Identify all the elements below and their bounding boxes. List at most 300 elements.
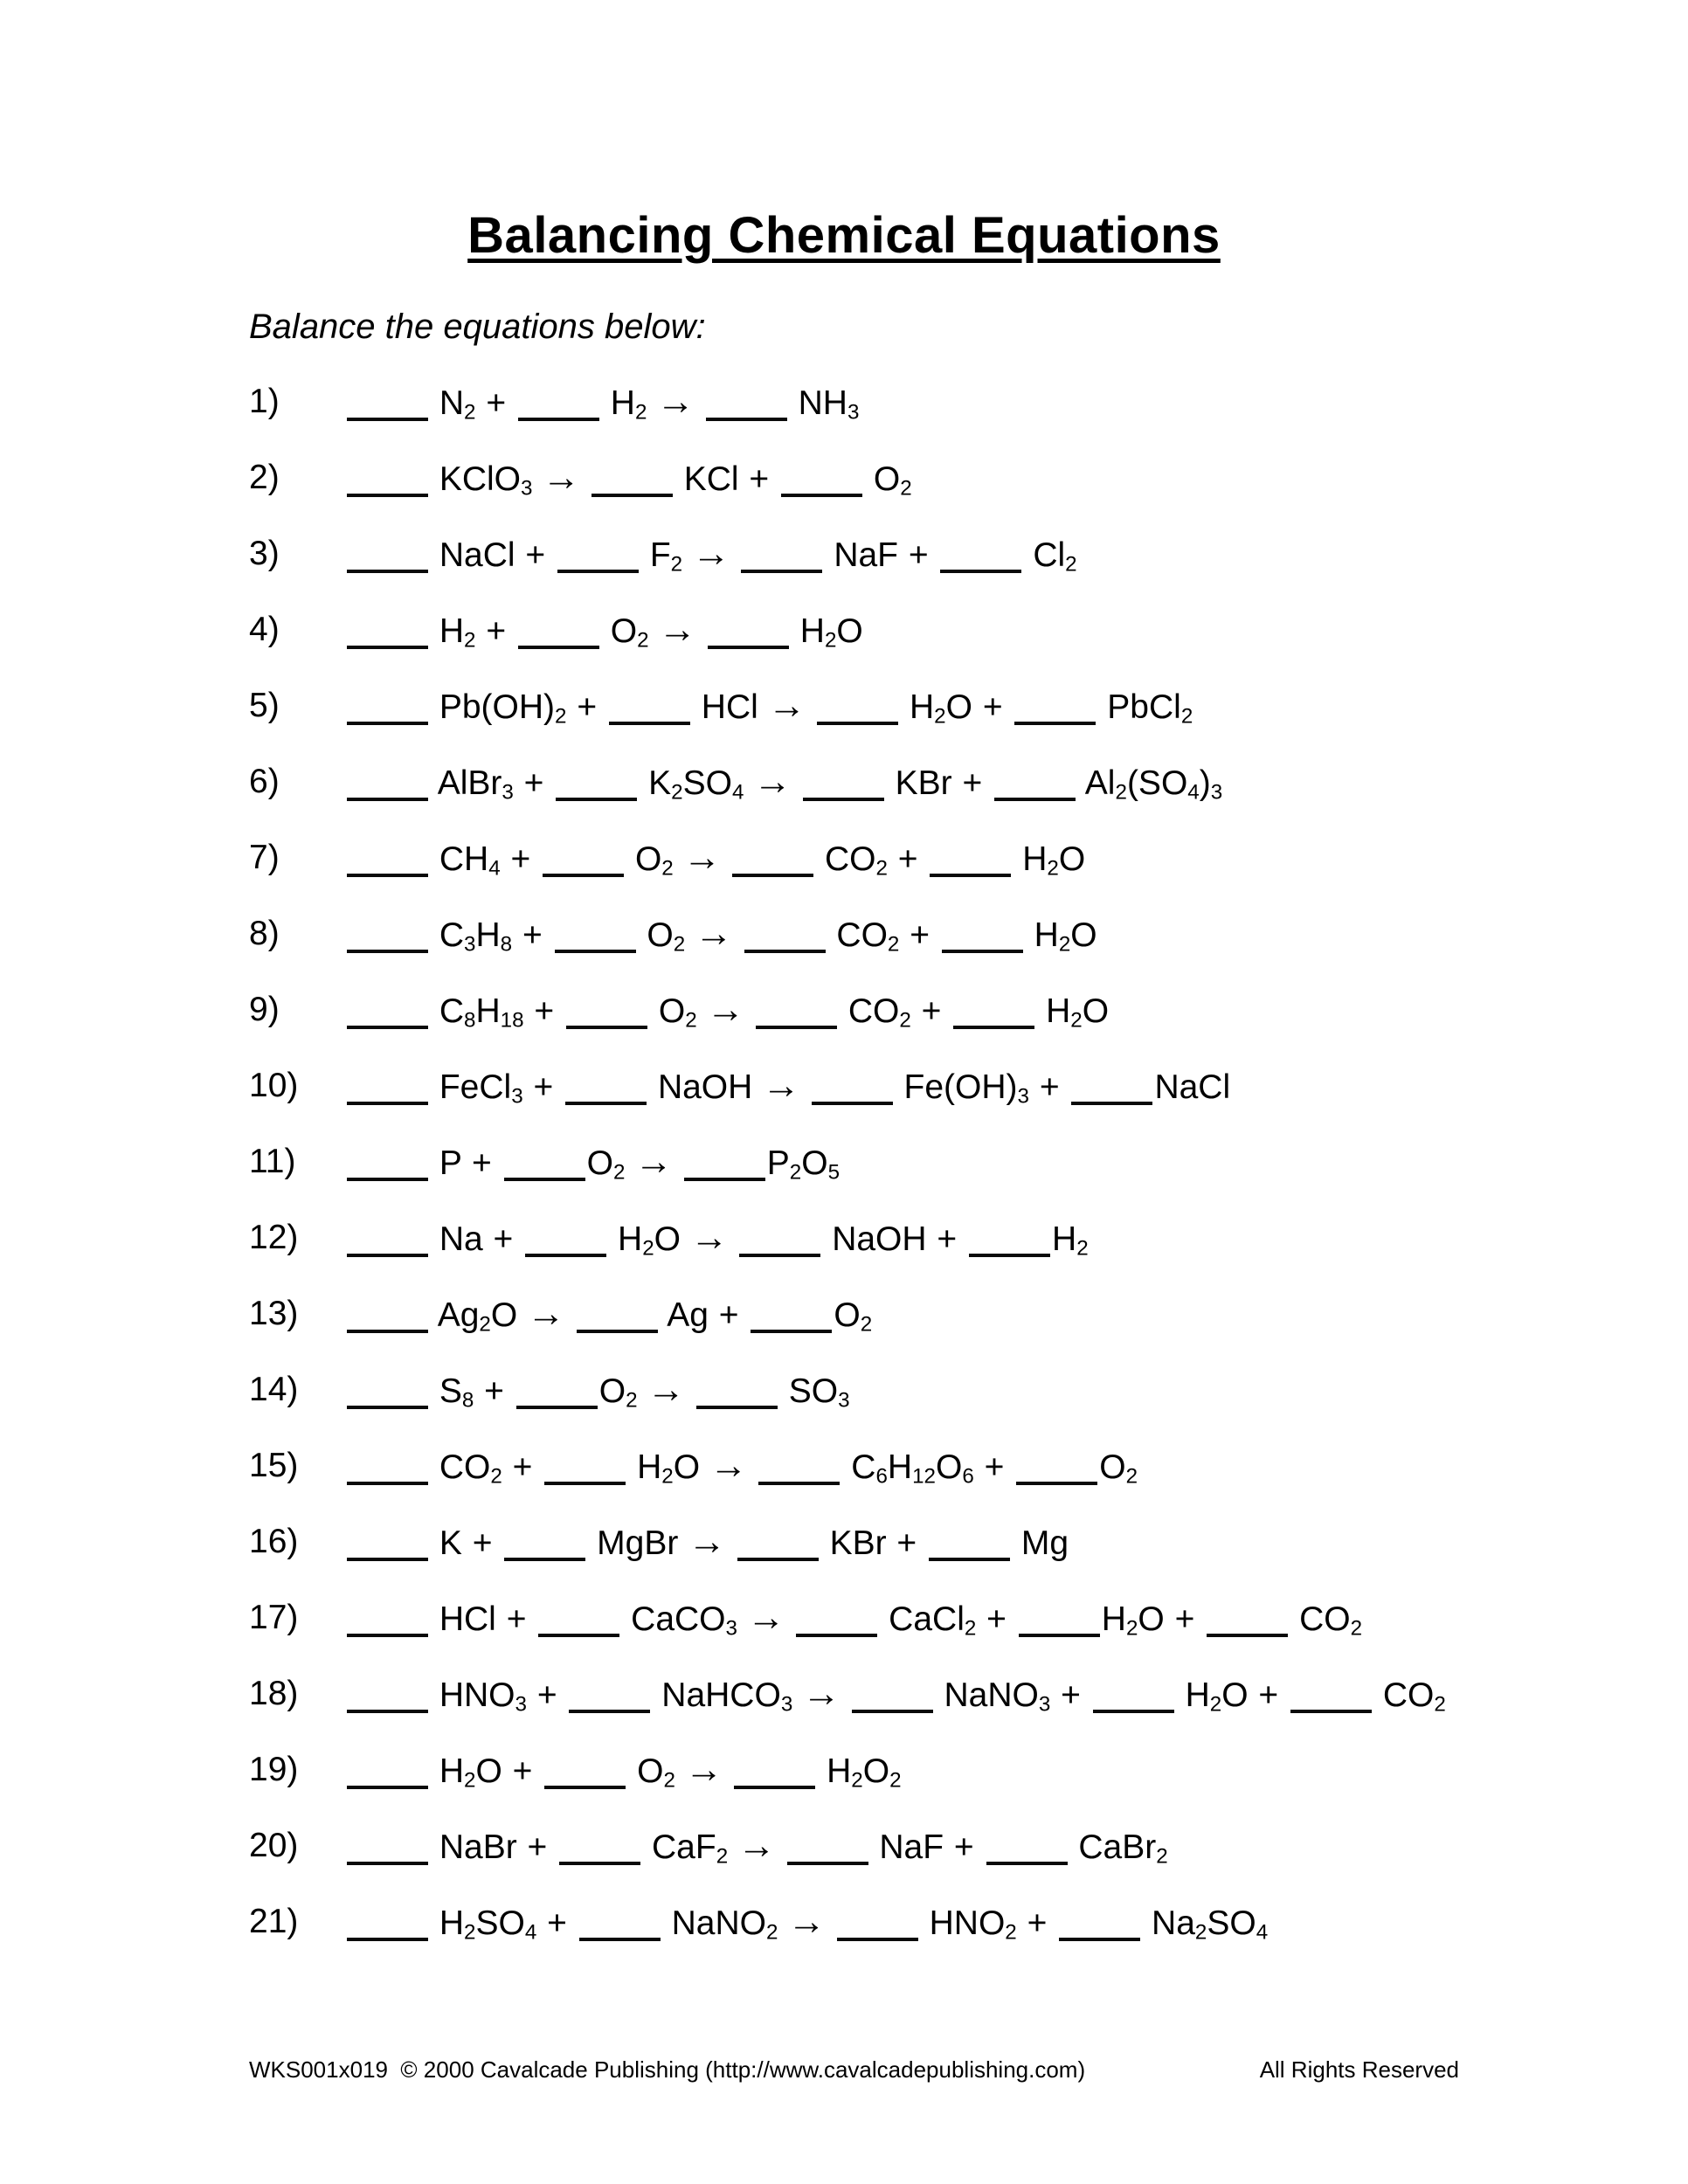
yields-arrow-icon: → xyxy=(658,607,697,651)
coefficient-blank[interactable] xyxy=(556,798,637,801)
yields-arrow-icon: → xyxy=(802,1671,841,1715)
equation-content xyxy=(345,988,1109,1032)
formula-subscript: 2 xyxy=(671,779,683,804)
formula-subscript: 2 xyxy=(673,931,686,956)
plus-operator: + xyxy=(982,688,1003,726)
coefficient-blank[interactable] xyxy=(347,950,428,953)
chemical-formula: $H_2O$ xyxy=(910,688,972,728)
formula-subscript: 4 xyxy=(731,779,744,804)
formula-subscript: 3 xyxy=(502,779,514,804)
formula-subscript: 2 xyxy=(1209,1691,1222,1716)
coefficient-blank[interactable] xyxy=(744,950,826,953)
formula-subscript: 8 xyxy=(464,1007,476,1032)
equation-number: 13) xyxy=(249,1294,299,1332)
formula-subscript: 8 xyxy=(500,931,513,956)
yields-arrow-icon: → xyxy=(787,1899,826,1943)
chemical-formula: $N_2$ xyxy=(439,384,476,424)
coefficient-blank[interactable] xyxy=(781,494,862,497)
plus-operator: + xyxy=(953,1828,974,1866)
chemical-formula: $C_3H_8$ xyxy=(439,916,513,956)
plus-operator: + xyxy=(897,840,918,878)
equation-row xyxy=(249,1731,1636,1807)
formula-subscript: 4 xyxy=(1256,1919,1269,1944)
chemical-formula: HCl xyxy=(439,1600,496,1638)
equation-number: 2) xyxy=(249,458,280,496)
chemical-formula: $Na_2SO_4$ xyxy=(1152,1904,1269,1944)
coefficient-blank[interactable] xyxy=(930,874,1011,877)
chemical-formula: $H_2O$ xyxy=(439,1752,502,1792)
equation-content xyxy=(345,380,859,424)
yields-arrow-icon: → xyxy=(737,1823,776,1867)
formula-subscript: 2 xyxy=(490,1463,502,1488)
coefficient-blank[interactable] xyxy=(1019,1634,1100,1637)
equation-content xyxy=(345,1824,1168,1868)
formula-subscript: 2 xyxy=(685,1007,697,1032)
chemical-formula: $C_8H_{18}$ xyxy=(439,992,524,1032)
coefficient-blank[interactable] xyxy=(569,1710,650,1713)
equation-row xyxy=(249,1807,1636,1883)
equation-row xyxy=(249,743,1636,819)
equation-number: 16) xyxy=(249,1522,299,1560)
formula-subscript: 3 xyxy=(515,1691,527,1716)
chemical-formula: CaCO$_3$ xyxy=(631,1600,737,1640)
chemical-formula: $CO_2$ xyxy=(439,1448,502,1488)
chemical-formula: $H_2$ xyxy=(439,612,476,652)
chemical-formula: NaCl xyxy=(1154,1068,1231,1106)
equation-row xyxy=(249,515,1636,591)
equation-number: 1) xyxy=(249,382,280,420)
plus-operator: + xyxy=(896,1524,917,1562)
coefficient-blank[interactable] xyxy=(518,418,599,421)
formula-subscript: 2 xyxy=(626,1387,638,1412)
coefficient-blank[interactable] xyxy=(525,1254,606,1257)
equation-content xyxy=(345,1368,850,1412)
chemical-formula: Ag xyxy=(667,1296,709,1334)
chemical-formula: CaBr$_2$ xyxy=(1078,1828,1168,1868)
equation-number: 3) xyxy=(249,534,280,572)
chemical-formula: Na xyxy=(439,1220,483,1258)
coefficient-blank[interactable] xyxy=(758,1482,840,1485)
plus-operator: + xyxy=(510,840,531,878)
equation-row xyxy=(249,1579,1636,1655)
coefficient-blank[interactable] xyxy=(347,1406,428,1409)
coefficient-blank[interactable] xyxy=(347,1938,428,1941)
formula-subscript: 3 xyxy=(464,931,476,956)
coefficient-blank[interactable] xyxy=(579,1938,661,1941)
chemical-formula: Mg xyxy=(1020,1524,1069,1562)
plus-operator: + xyxy=(577,688,598,726)
coefficient-blank[interactable] xyxy=(942,950,1023,953)
formula-subscript: 2 xyxy=(1350,1615,1363,1640)
plus-operator: + xyxy=(984,1448,1005,1486)
formula-subscript: 2 xyxy=(934,703,946,728)
yields-arrow-icon: → xyxy=(767,683,806,727)
yields-arrow-icon: → xyxy=(647,1367,686,1411)
chemical-formula: $Al_2(SO_4)_3$ xyxy=(1084,764,1223,804)
chemical-formula: $H_2$ xyxy=(1052,1220,1089,1260)
coefficient-blank[interactable] xyxy=(1071,1102,1152,1105)
chemical-formula: $H_2SO_4$ xyxy=(439,1904,537,1944)
formula-subscript: 2 xyxy=(464,1767,476,1792)
equation-row xyxy=(249,1503,1636,1579)
equation-row xyxy=(249,1427,1636,1503)
plus-operator: + xyxy=(522,916,543,954)
chemical-formula: $CO_2$ xyxy=(824,840,888,880)
equation-content xyxy=(345,1216,1089,1260)
chemical-formula: $O_2$ xyxy=(834,1296,873,1336)
coefficient-blank[interactable] xyxy=(347,570,428,573)
yields-arrow-icon: → xyxy=(634,1139,673,1183)
equation-number: 9) xyxy=(249,990,280,1028)
yields-arrow-icon: → xyxy=(746,1595,785,1639)
footer-rights-text: All Rights Reserved xyxy=(1259,2056,1459,2083)
equation-row xyxy=(249,439,1636,515)
equation-content xyxy=(345,684,1193,728)
plus-operator: + xyxy=(523,764,544,802)
formula-subscript: 2 xyxy=(1065,551,1077,576)
chemical-formula: FeCl$_3$ xyxy=(439,1068,523,1108)
coefficient-blank[interactable] xyxy=(347,1634,428,1637)
chemical-formula: $CO_2$ xyxy=(847,992,911,1032)
chemical-formula: KClO$_3$ xyxy=(439,460,533,500)
equation-row xyxy=(249,1351,1636,1427)
chemical-formula: $CO_2$ xyxy=(1382,1676,1446,1716)
formula-subscript: 2 xyxy=(1058,931,1071,956)
coefficient-blank[interactable] xyxy=(347,722,428,725)
formula-subscript: 3 xyxy=(838,1387,850,1412)
formula-subscript: 2 xyxy=(1125,1615,1138,1640)
coefficient-blank[interactable] xyxy=(347,494,428,497)
coefficient-blank[interactable] xyxy=(837,1938,918,1941)
coefficient-blank[interactable] xyxy=(969,1254,1050,1257)
formula-subscript: 2 xyxy=(612,1159,626,1184)
coefficient-blank[interactable] xyxy=(516,1406,598,1409)
page-title: Balancing Chemical Equations xyxy=(467,207,1221,264)
formula-subscript: 2 xyxy=(765,1919,778,1944)
coefficient-blank[interactable] xyxy=(1016,1482,1097,1485)
plus-operator: + xyxy=(718,1296,739,1334)
yields-arrow-icon: → xyxy=(689,1215,729,1259)
coefficient-blank[interactable] xyxy=(739,1254,820,1257)
equation-number: 21) xyxy=(249,1902,299,1940)
chemical-formula: NaOH xyxy=(832,1220,927,1258)
equations-list xyxy=(249,363,1636,1959)
plus-operator: + xyxy=(1258,1676,1279,1714)
chemical-formula: $NH_3$ xyxy=(798,384,860,424)
equation-number: 10) xyxy=(249,1066,299,1104)
chemical-formula: $O_2$ xyxy=(610,612,649,652)
formula-subscript: 2 xyxy=(900,475,912,500)
equation-number: 17) xyxy=(249,1598,299,1636)
chemical-formula: NaOH xyxy=(657,1068,753,1106)
coefficient-blank[interactable] xyxy=(609,722,690,725)
chemical-formula: $K_2SO_4$ xyxy=(648,764,744,804)
formula-subscript: 2 xyxy=(1434,1691,1446,1716)
equation-row xyxy=(249,895,1636,971)
plus-operator: + xyxy=(525,536,546,574)
chemical-formula: $F_2$ xyxy=(649,536,683,576)
equation-row xyxy=(249,591,1636,667)
plus-operator: + xyxy=(536,1676,557,1714)
equation-number: 19) xyxy=(249,1750,299,1788)
yields-arrow-icon: → xyxy=(709,1443,748,1487)
formula-subscript: 2 xyxy=(1180,703,1193,728)
equation-content xyxy=(345,1672,1446,1716)
chemical-formula: NaBr xyxy=(439,1828,517,1866)
equation-number: 20) xyxy=(249,1826,299,1864)
coefficient-blank[interactable] xyxy=(1059,1938,1140,1941)
equation-number: 11) xyxy=(249,1142,296,1180)
plus-operator: + xyxy=(533,1068,554,1106)
coefficient-blank[interactable] xyxy=(518,646,599,649)
coefficient-blank[interactable] xyxy=(347,798,428,801)
coefficient-blank[interactable] xyxy=(787,1862,868,1865)
yields-arrow-icon: → xyxy=(706,987,745,1031)
formula-subscript: 2 xyxy=(1156,1843,1168,1868)
chemical-formula: $H_2O$ xyxy=(1101,1600,1165,1640)
plus-operator: + xyxy=(527,1828,548,1866)
formula-subscript: 2 xyxy=(789,1159,802,1184)
coefficient-blank[interactable] xyxy=(347,1178,428,1181)
equation-number: 15) xyxy=(249,1446,299,1484)
plus-operator: + xyxy=(486,612,507,650)
coefficient-blank[interactable] xyxy=(696,1406,778,1409)
equation-content xyxy=(345,836,1085,880)
chemical-formula: P xyxy=(439,1144,462,1182)
plus-operator: + xyxy=(1061,1676,1081,1714)
coefficient-blank[interactable] xyxy=(591,494,673,497)
chemical-formula: $H_2O$ xyxy=(618,1220,681,1260)
yields-arrow-icon: → xyxy=(762,1063,800,1107)
coefficient-blank[interactable] xyxy=(504,1558,585,1561)
coefficient-blank[interactable] xyxy=(994,798,1076,801)
chemical-formula: $Ag_2O$ xyxy=(437,1296,518,1336)
equation-content xyxy=(345,1748,902,1792)
footer xyxy=(249,2058,1459,2081)
formula-subscript: 8 xyxy=(461,1387,474,1412)
coefficient-blank[interactable] xyxy=(347,1254,428,1257)
chemical-formula: NaNO$_2$ xyxy=(671,1904,778,1944)
coefficient-blank[interactable] xyxy=(953,1026,1034,1029)
coefficient-blank[interactable] xyxy=(559,1862,640,1865)
chemical-formula: $O_2$ xyxy=(637,1752,675,1792)
equation-row xyxy=(249,1655,1636,1731)
coefficient-blank[interactable] xyxy=(796,1634,877,1637)
chemical-formula: $Fe(OH)_3$ xyxy=(903,1068,1029,1108)
yields-arrow-icon: → xyxy=(542,455,580,499)
chemical-formula: $C_6H_{12}O_6$ xyxy=(851,1448,974,1488)
coefficient-blank[interactable] xyxy=(706,418,787,421)
coefficient-blank[interactable] xyxy=(557,570,639,573)
formula-subscript: 6 xyxy=(962,1463,974,1488)
coefficient-blank[interactable] xyxy=(347,1102,428,1105)
equation-row xyxy=(249,1275,1636,1351)
coefficient-blank[interactable] xyxy=(940,570,1021,573)
coefficient-blank[interactable] xyxy=(555,950,636,953)
formula-subscript: 2 xyxy=(899,1007,911,1032)
formula-subscript: 2 xyxy=(661,855,674,880)
yields-arrow-icon: → xyxy=(691,531,730,575)
equation-content xyxy=(345,456,912,500)
plus-operator: + xyxy=(534,992,555,1030)
coefficient-blank[interactable] xyxy=(732,874,813,877)
coefficient-blank[interactable] xyxy=(347,874,428,877)
formula-subscript: 3 xyxy=(725,1615,737,1640)
coefficient-blank[interactable] xyxy=(565,1102,647,1105)
coefficient-blank[interactable] xyxy=(347,1786,428,1789)
chemical-formula: $O_2$ xyxy=(586,1144,626,1184)
coefficient-blank[interactable] xyxy=(1014,722,1096,725)
coefficient-blank[interactable] xyxy=(1093,1710,1174,1713)
coefficient-blank[interactable] xyxy=(577,1330,658,1333)
chemical-formula: $O_2$ xyxy=(598,1372,638,1412)
equation-content xyxy=(345,912,1097,956)
equation-number: 4) xyxy=(249,610,280,648)
chemical-formula: $H_2O$ xyxy=(1034,916,1097,956)
formula-subscript: 3 xyxy=(780,1691,793,1716)
formula-subscript: 2 xyxy=(663,1767,675,1792)
formula-subscript: 2 xyxy=(670,551,683,576)
chemical-formula: $Pb(OH)_2$ xyxy=(439,688,567,728)
coefficient-blank[interactable] xyxy=(737,1558,819,1561)
coefficient-blank[interactable] xyxy=(347,418,428,421)
chemical-formula: $H_2O$ xyxy=(799,612,863,652)
coefficient-blank[interactable] xyxy=(347,1026,428,1029)
coefficient-blank[interactable] xyxy=(986,1862,1068,1865)
chemical-formula: KBr xyxy=(895,764,952,802)
coefficient-blank[interactable] xyxy=(538,1634,619,1637)
plus-operator: + xyxy=(493,1220,514,1258)
chemical-formula: $CH_4$ xyxy=(439,840,501,880)
chemical-formula: NaF xyxy=(879,1828,944,1866)
formula-subscript: 2 xyxy=(1076,1235,1089,1260)
chemical-formula: KBr xyxy=(829,1524,887,1562)
plus-operator: + xyxy=(547,1904,567,1942)
formula-subscript: 2 xyxy=(464,399,476,424)
equation-row xyxy=(249,667,1636,743)
equation-number: 14) xyxy=(249,1370,299,1408)
plus-operator: + xyxy=(962,764,983,802)
chemical-formula: $H_2O$ xyxy=(1185,1676,1249,1716)
chemical-formula: $CO_2$ xyxy=(836,916,900,956)
formula-subscript: 2 xyxy=(889,1767,902,1792)
chemical-formula: $SO_3$ xyxy=(788,1372,850,1412)
equation-number: 18) xyxy=(249,1674,299,1712)
coefficient-blank[interactable] xyxy=(708,646,789,649)
plus-operator: + xyxy=(512,1448,533,1486)
formula-subscript: 12 xyxy=(912,1463,936,1488)
coefficient-blank[interactable] xyxy=(734,1786,815,1789)
equation-content xyxy=(345,1292,872,1336)
equation-content xyxy=(345,1520,1069,1564)
chemical-formula: $HNO_3$ xyxy=(439,1676,527,1716)
coefficient-blank[interactable] xyxy=(544,1786,626,1789)
plus-operator: + xyxy=(921,992,942,1030)
yields-arrow-icon: → xyxy=(682,835,722,879)
equation-row xyxy=(249,1883,1636,1959)
chemical-formula: MgBr xyxy=(597,1524,679,1562)
formula-subscript: 2 xyxy=(887,931,900,956)
equation-row xyxy=(249,971,1636,1047)
equation-content xyxy=(345,1064,1230,1108)
coefficient-blank[interactable] xyxy=(929,1558,1010,1561)
instruction-text: Balance the equations below: xyxy=(249,308,706,346)
coefficient-blank[interactable] xyxy=(803,798,884,801)
coefficient-blank[interactable] xyxy=(347,1862,428,1865)
chemical-formula: $CO_2$ xyxy=(1299,1600,1363,1640)
coefficient-blank[interactable] xyxy=(1207,1634,1288,1637)
formula-subscript: 2 xyxy=(824,627,837,652)
coefficient-blank[interactable] xyxy=(347,646,428,649)
formula-subscript: 2 xyxy=(637,627,649,652)
coefficient-blank[interactable] xyxy=(751,1330,832,1333)
coefficient-blank[interactable] xyxy=(566,1026,647,1029)
formula-subscript: 6 xyxy=(875,1463,888,1488)
plus-operator: + xyxy=(908,536,929,574)
chemical-formula: NaNO$_3$ xyxy=(944,1676,1051,1716)
equation-content xyxy=(345,1900,1268,1944)
chemical-formula: KCl xyxy=(683,460,739,498)
formula-subscript: 2 xyxy=(1115,779,1127,804)
coefficient-blank[interactable] xyxy=(812,1102,893,1105)
plus-operator: + xyxy=(472,1524,493,1562)
coefficient-blank[interactable] xyxy=(544,1482,626,1485)
chemical-formula: $H_2O$ xyxy=(637,1448,701,1488)
chemical-formula: CaCl$_2$ xyxy=(889,1600,977,1640)
coefficient-blank[interactable] xyxy=(756,1026,837,1029)
equation-content xyxy=(345,1444,1138,1488)
coefficient-blank[interactable] xyxy=(347,1558,428,1561)
plus-operator: + xyxy=(472,1144,492,1182)
coefficient-blank[interactable] xyxy=(684,1178,765,1181)
equation-number: 12) xyxy=(249,1218,299,1256)
formula-subscript: 3 xyxy=(847,399,860,424)
formula-subscript: 2 xyxy=(1125,1463,1138,1488)
yields-arrow-icon: → xyxy=(656,379,695,423)
plus-operator: + xyxy=(486,384,507,422)
coefficient-blank[interactable] xyxy=(504,1178,585,1181)
chemical-formula: $O_2$ xyxy=(658,992,697,1032)
formula-subscript: 4 xyxy=(1187,779,1200,804)
plus-operator: + xyxy=(749,460,770,498)
formula-subscript: 3 xyxy=(511,1083,523,1108)
coefficient-blank[interactable] xyxy=(817,722,898,725)
yields-arrow-icon: → xyxy=(753,759,792,803)
formula-subscript: 2 xyxy=(860,1311,873,1336)
formula-subscript: 2 xyxy=(1047,855,1059,880)
chemical-formula: PbCl$_2$ xyxy=(1107,688,1193,728)
formula-subscript: 2 xyxy=(1070,1007,1083,1032)
coefficient-blank[interactable] xyxy=(347,1482,428,1485)
equation-content xyxy=(345,608,863,652)
plus-operator: + xyxy=(512,1752,533,1790)
formula-subscript: 3 xyxy=(1017,1083,1029,1108)
coefficient-blank[interactable] xyxy=(852,1710,933,1713)
chemical-formula: AlBr$_3$ xyxy=(437,764,514,804)
chemical-formula: $O_2$ xyxy=(1099,1448,1138,1488)
chemical-formula: $H_2O$ xyxy=(1022,840,1086,880)
coefficient-blank[interactable] xyxy=(741,570,822,573)
coefficient-blank[interactable] xyxy=(347,1710,428,1713)
yields-arrow-icon: → xyxy=(527,1291,565,1335)
coefficient-blank[interactable] xyxy=(1290,1710,1372,1713)
equation-row xyxy=(249,819,1636,895)
formula-subscript: 2 xyxy=(1005,1919,1017,1944)
coefficient-blank[interactable] xyxy=(543,874,624,877)
coefficient-blank[interactable] xyxy=(347,1330,428,1333)
formula-subscript: 3 xyxy=(1210,779,1223,804)
formula-subscript: 2 xyxy=(464,627,476,652)
